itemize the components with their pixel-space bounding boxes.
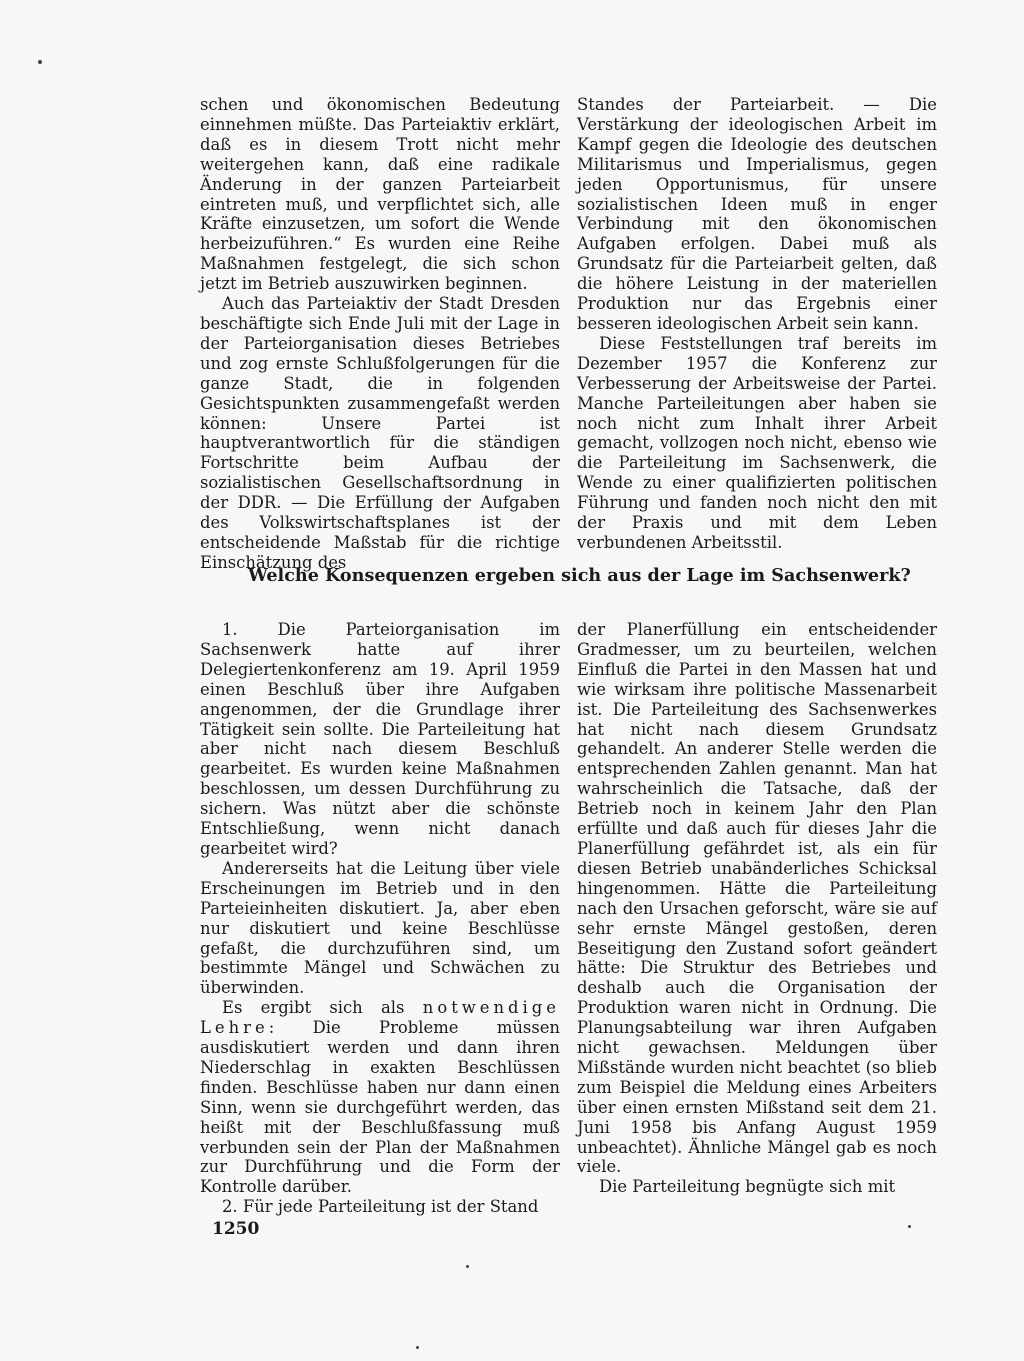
paragraph: Die Parteileitung begnügte sich mit [599,1177,896,1197]
scan-speck [466,1265,469,1268]
paragraph: Andererseits hat die Leitung über viele Erscheinungen im Betrieb und in den Parteieinheiten diskutiert. Ja, aber eben nur diskutiert und keine Beschlüsse gefaßt, die durchzuführen sind, um bestimmte Mängel und Schwächen zu überwinden. [200,858,560,998]
top-right-column [577,95,937,553]
paragraph: 1. Die Parteiorganisation im Sachsenwerk hatte auf ihrer Delegiertenkonferenz am 19. April 1959 einen Beschluß über ihre Aufgaben angenommen, der die Grundlage ihrer Tätigkeit sein sollte. Die Parteileitung hat aber nicht nach diesem Beschluß gearbeitet. Es wurden keine Maßnahmen beschlossen, um dessen Durchführung zu sichern. Was nützt aber die schönste Entschließung, wenn nicht danach gearbeitet wird? [200,620,560,858]
paragraph: Auch das Parteiaktiv der Stadt Dresden beschäftigte sich Ende Juli mit der Lage in der Parteiorganisation dieses Betriebes und zog ernste Schlußfolgerungen für die ganze Stadt, die in folgenden Gesichtspunkten zusammengefaßt werden können: Unsere Partei ist hauptverantwortlich für die ständigen Fortschritte beim Aufbau der sozialistischen Gesellschaftsordnung in der DDR. — Die Erfüllung der Aufgaben des Volkswirtschaftsplanes ist der entscheidende Maßstab für die richtige Einschätzung des [200,294,560,572]
paragraph: der Planerfüllung ein entscheidender Gradmesser, um zu beurteilen, welchen Einfluß die Partei in den Massen hat und wie wirksam ihre politische Massenarbeit ist. Die Parteileitung des Sachsenwerkes hat nicht nach diesem Grundsatz gehandelt. An anderer Stelle werden die entsprechenden Zahlen genannt. Man hat wahrscheinlich die Tatsache, daß der Betrieb noch in keinem Jahr den Plan erfüllte und daß auch für dieses Jahr die Planerfüllung gefährdet ist, als ein für diesen Betrieb unabänderliches Schicksal hingenommen. Hätte die Parteileitung nach den Ursachen geforscht, wäre sie auf sehr ernste Mängel gestoßen, deren Beseitigung den Zustand sofort geändert hätte: Die Struktur des Betriebes und deshalb auch die Organisation der Produktion waren nicht in Ordnung. Die Planungsabteilung war ihren Aufgaben nicht gewachsen. Meldungen über Mißstände wurden nicht beachtet (so blieb zum Beispiel die Meldung eines Arbeiters über einen ernsten Mißstand seit dem 21. Juni 1958 bis Anfang August 1959 unbeachtet). Ähnliche Mängel gab es noch viele. [577,620,937,1177]
paragraph: Diese Feststellungen traf bereits im Dezember 1957 die Konferenz zur Verbesserung der Arbeitsweise der Partei. Manche Parteileitungen aber haben sie noch nicht zum Inhalt ihrer Arbeit gemacht, vollzogen noch nicht, ebenso wie die Parteileitung im Sachsenwerk, die Wende zu einer qualifizierten politischen Führung und fanden noch nicht den mit der Praxis und mit dem Leben verbundenen Arbeitsstil. [577,333,937,552]
emphasis-spaced: notwendige Lehre [200,998,560,1038]
scan-speck [416,1346,419,1349]
paragraph [200,998,560,1197]
bottom-left-column [200,620,560,1217]
paragraph: 2. Für jede Parteileitung ist der Stand [222,1197,539,1217]
text-run: Es ergibt sich als [222,998,423,1018]
page-number: 1250 [212,1219,260,1239]
paragraph: Standes der Parteiarbeit. — Die Verstärkung der ideologischen Arbeit im Kampf gegen die Ideologie des deutschen Militarismus und Imperialismus, gegen jeden Opportunismus, für unsere sozialistischen Ideen muß in enger Verbindung mit den ökonomischen Aufgaben erfolgen. Dabei muß als Grundsatz für die Parteiarbeit gelten, daß die höhere Leistung in der materiellen Produktion nur das Ergebnis einer besseren ideologischen Arbeit sein kann. [577,95,937,333]
top-left-column [200,95,560,573]
text-run: : Die Probleme müssen ausdiskutiert werden und dann ihren Niederschlag in exakten Beschlüssen finden. Beschlüsse haben nur dann einen Sinn, wenn sie durchgeführt werden, das heißt mit der Beschlußfassung muß verbunden sein der Plan der Maßnahmen zur Durchführung und die Form der Kontrolle darüber. [200,1018,560,1197]
bottom-right-column [577,620,937,1197]
scan-speck [38,60,42,64]
section-heading: Welche Konsequenzen ergeben sich aus der Lage im Sachsenwerk? [248,565,911,586]
scan-speck [908,1225,911,1228]
paragraph: schen und ökonomischen Bedeutung einnehmen müßte. Das Parteiaktiv erklärt, daß es in diesem Trott nicht mehr weitergehen kann, daß eine radikale Änderung in der ganzen Parteiarbeit eintreten muß, und verpflichtet sich, alle Kräfte einzusetzen, um sofort die Wende herbeizuführen.“ Es wurden eine Reihe Maßnahmen festgelegt, die sich schon jetzt im Betrieb auszuwirken beginnen. [200,95,560,294]
